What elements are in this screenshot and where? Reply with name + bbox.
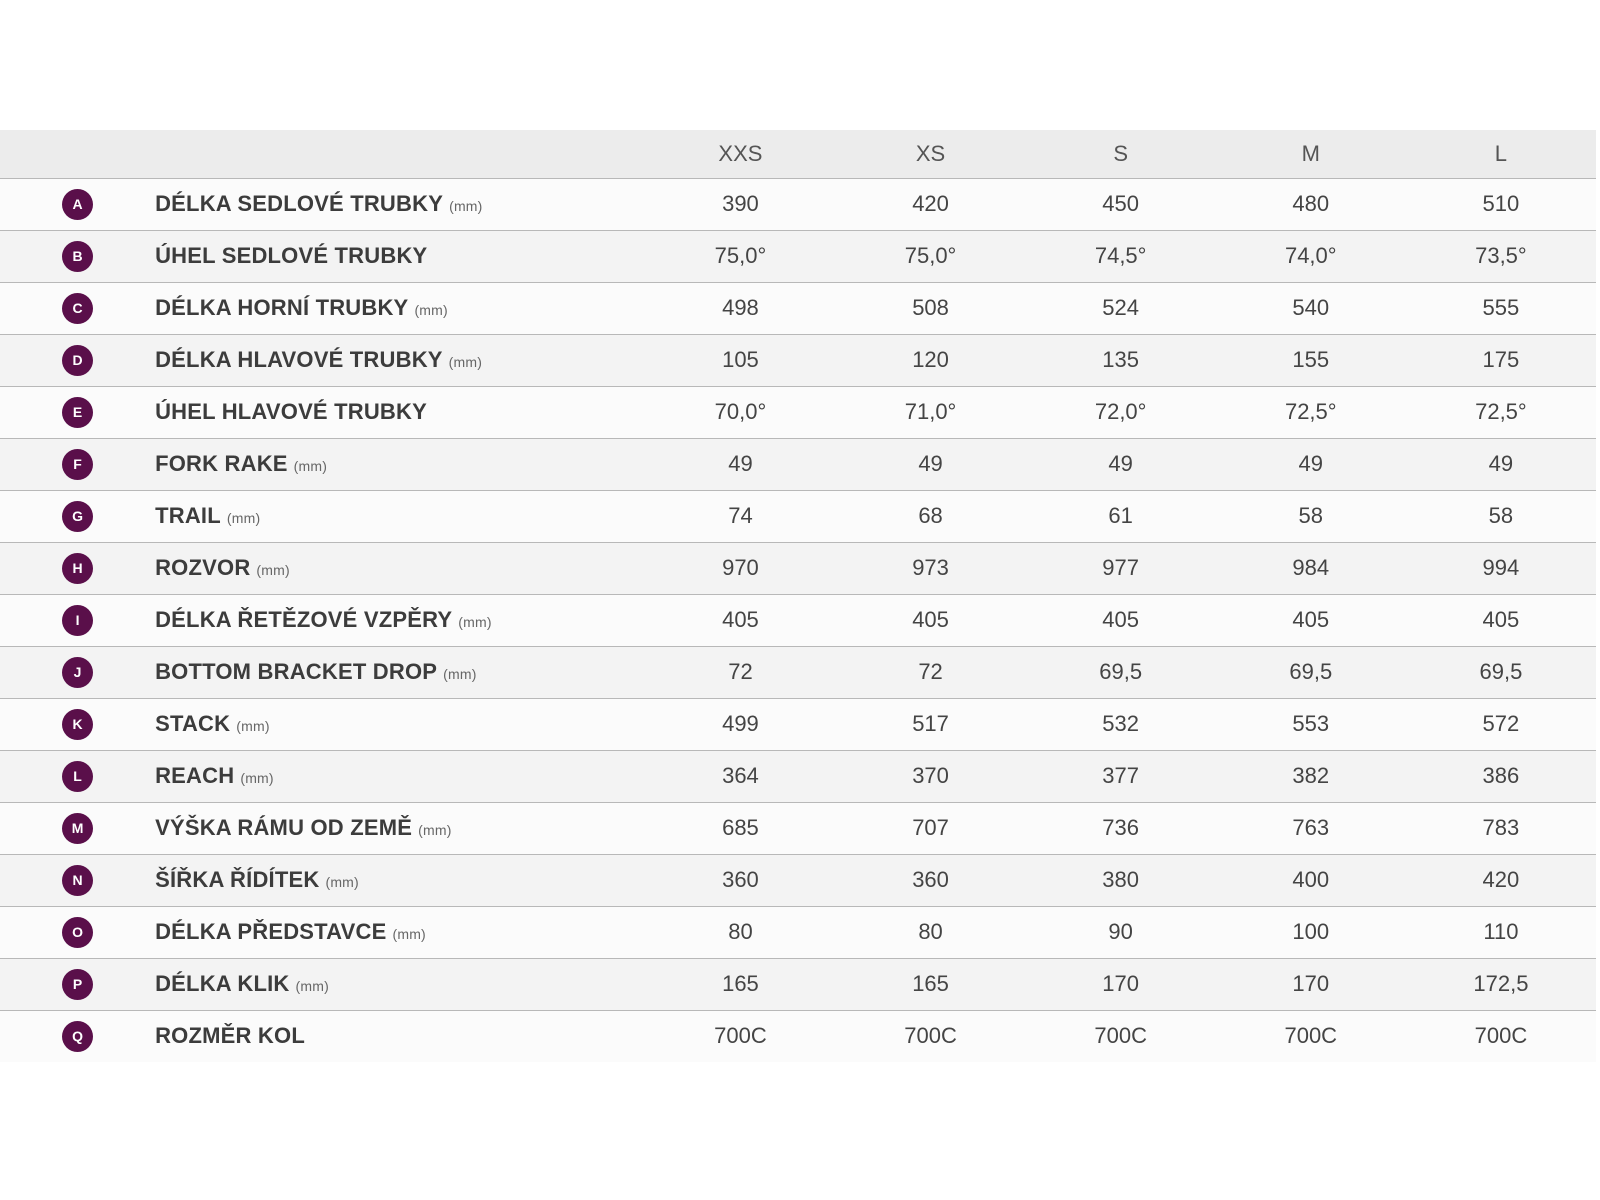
size-header-row [0,130,1596,178]
measurement-unit: (mm) [449,198,483,214]
badge-cell [0,802,155,854]
value-cell-l: 73,5° [1406,230,1596,282]
value-cell-xs: 508 [836,282,1026,334]
badge-cell [0,1010,155,1062]
measurement-letter-badge: M [62,813,93,844]
measurement-unit: (mm) [240,770,274,786]
value-cell-xs: 405 [836,594,1026,646]
value-cell-xs: 707 [836,802,1026,854]
value-cell-l: 555 [1406,282,1596,334]
value-cell-s: 69,5 [1026,646,1216,698]
table-row [0,1010,1596,1062]
value-cell-xxs: 105 [645,334,835,386]
badge-cell [0,854,155,906]
badge-cell [0,230,155,282]
value-cell-m: 100 [1216,906,1406,958]
measurement-unit: (mm) [293,458,328,474]
value-cell-s: 49 [1026,438,1216,490]
value-cell-s: 450 [1026,178,1216,230]
value-cell-xs: 75,0° [836,230,1026,282]
measurement-label-cell [155,698,645,750]
value-cell-l: 994 [1406,542,1596,594]
measurement-label-cell [155,386,645,438]
measurement-label: DÉLKA KLIK [155,971,290,996]
value-cell-xs: 165 [836,958,1026,1010]
badge-cell [0,698,155,750]
geometry-table-body [0,178,1596,1062]
measurement-letter-badge: L [62,761,93,792]
measurement-label-cell [155,646,645,698]
value-cell-m: 540 [1216,282,1406,334]
measurement-letter-badge: H [62,553,93,584]
measurement-letter-badge: P [62,969,93,1000]
measurement-label: DÉLKA PŘEDSTAVCE [155,919,387,944]
value-cell-xxs: 498 [645,282,835,334]
value-cell-s: 135 [1026,334,1216,386]
header-blank-badge [0,130,155,178]
measurement-label-cell [155,178,645,230]
value-cell-l: 69,5 [1406,646,1596,698]
value-cell-l: 175 [1406,334,1596,386]
value-cell-l: 386 [1406,750,1596,802]
value-cell-m: 480 [1216,178,1406,230]
table-row [0,854,1596,906]
badge-cell [0,386,155,438]
badge-cell [0,646,155,698]
measurement-letter-badge: C [62,293,93,324]
value-cell-m: 763 [1216,802,1406,854]
measurement-letter-badge: I [62,605,93,636]
measurement-label-cell [155,750,645,802]
value-cell-s: 170 [1026,958,1216,1010]
value-cell-xs: 370 [836,750,1026,802]
measurement-label-cell [155,958,645,1010]
table-row [0,282,1596,334]
value-cell-xxs: 499 [645,698,835,750]
value-cell-m: 400 [1216,854,1406,906]
measurement-label: BOTTOM BRACKET DROP [155,659,438,684]
measurement-label: ÚHEL SEDLOVÉ TRUBKY [155,243,428,268]
value-cell-l: 49 [1406,438,1596,490]
size-header-xs: XS [836,130,1026,178]
measurement-unit: (mm) [448,354,483,370]
value-cell-xs: 71,0° [836,386,1026,438]
value-cell-m: 984 [1216,542,1406,594]
value-cell-xxs: 165 [645,958,835,1010]
value-cell-l: 405 [1406,594,1596,646]
value-cell-s: 700C [1094,1023,1147,1049]
value-cell-xs: 517 [836,698,1026,750]
value-cell-m: 69,5 [1216,646,1406,698]
measurement-unit: (mm) [443,666,477,682]
value-cell-xs: 80 [836,906,1026,958]
value-cell-s: 74,5° [1026,230,1216,282]
value-cell-xs: 973 [836,542,1026,594]
measurement-letter-badge: K [62,709,93,740]
value-cell-m: 382 [1216,750,1406,802]
measurement-label-cell [155,594,645,646]
measurement-label: DÉLKA HLAVOVÉ TRUBKY [155,347,443,372]
value-cell-l: 700C [1474,1023,1528,1049]
value-cell-xxs: 364 [645,750,835,802]
value-cell-s: 405 [1026,594,1216,646]
measurement-label: REACH [155,763,235,788]
value-cell-xxs: 72 [645,646,835,698]
value-cell-xxs: 390 [645,178,835,230]
table-row [0,802,1596,854]
table-row [0,646,1596,698]
value-cell-l: 172,5 [1406,958,1596,1010]
measurement-letter-badge: B [62,241,93,272]
value-cell-l: 72,5° [1406,386,1596,438]
badge-cell [0,958,155,1010]
measurement-unit: (mm) [226,510,261,526]
measurement-letter-badge: E [62,397,93,428]
measurement-label-cell [155,490,645,542]
value-cell-l: 510 [1406,178,1596,230]
measurement-letter-badge: A [62,189,93,220]
badge-cell [0,334,155,386]
value-cell-m: 58 [1216,490,1406,542]
value-cell-m: 700C [1284,1023,1338,1049]
value-cell-xxs: 70,0° [645,386,835,438]
value-cell-xs: 420 [836,178,1026,230]
measurement-unit: (mm) [325,874,359,890]
value-cell-m: 553 [1216,698,1406,750]
value-cell-s: 90 [1026,906,1216,958]
value-cell-m: 405 [1216,594,1406,646]
table-row [0,906,1596,958]
measurement-unit: (mm) [414,302,448,318]
table-row [0,386,1596,438]
measurement-letter-badge: O [62,917,93,948]
value-cell-m: 155 [1216,334,1406,386]
badge-cell [0,282,155,334]
measurement-unit: (mm) [236,718,270,734]
value-cell-xxs: 970 [645,542,835,594]
measurement-unit: (mm) [295,978,329,994]
badge-cell [0,906,155,958]
value-cell-xs: 49 [836,438,1026,490]
header-blank-label [155,130,645,178]
size-header-xxs: XXS [645,130,835,178]
table-row [0,490,1596,542]
measurement-letter-badge: G [62,501,93,532]
value-cell-xs: 360 [836,854,1026,906]
value-cell-xs: 72 [836,646,1026,698]
value-cell-l: 572 [1406,698,1596,750]
table-row [0,958,1596,1010]
measurement-label: ÚHEL HLAVOVÉ TRUBKY [155,399,427,424]
badge-cell [0,750,155,802]
measurement-label-cell [155,1010,645,1062]
value-cell-xxs: 700C [714,1023,767,1049]
measurement-letter-badge: N [62,865,93,896]
value-cell-s: 377 [1026,750,1216,802]
value-cell-xxs: 360 [645,854,835,906]
value-cell-xxs: 405 [645,594,835,646]
size-header-m: M [1216,130,1406,178]
measurement-letter-badge: J [62,657,93,688]
badge-cell [0,542,155,594]
measurement-label-cell [155,334,645,386]
value-cell-s: 977 [1026,542,1216,594]
size-header-s: S [1026,130,1216,178]
measurement-label: ROZVOR [155,555,251,580]
table-row [0,334,1596,386]
value-cell-l: 58 [1406,490,1596,542]
table-row [0,438,1596,490]
badge-cell [0,438,155,490]
value-cell-m: 72,5° [1216,386,1406,438]
table-row [0,230,1596,282]
value-cell-l: 420 [1406,854,1596,906]
measurement-label: STACK [155,711,231,736]
value-cell-s: 736 [1026,802,1216,854]
value-cell-xs: 120 [836,334,1026,386]
value-cell-s: 524 [1026,282,1216,334]
geometry-table [0,130,1596,1062]
value-cell-xxs: 685 [645,802,835,854]
measurement-label: DÉLKA ŘETĚZOVÉ VZPĚRY [155,607,453,632]
value-cell-s: 72,0° [1026,386,1216,438]
value-cell-xxs: 75,0° [645,230,835,282]
measurement-unit: (mm) [392,926,426,942]
measurement-label-cell [155,542,645,594]
table-row [0,594,1596,646]
measurement-label: TRAIL [155,503,221,528]
measurement-letter-badge: Q [62,1021,93,1052]
table-row [0,750,1596,802]
badge-cell [0,490,155,542]
value-cell-xxs: 80 [645,906,835,958]
measurement-unit: (mm) [418,822,452,838]
value-cell-l: 783 [1406,802,1596,854]
measurement-letter-badge: D [62,345,93,376]
badge-cell [0,178,155,230]
measurement-label: ŠÍŘKA ŘÍDÍTEK [155,867,320,892]
measurement-letter-badge: F [62,449,93,480]
value-cell-m: 170 [1216,958,1406,1010]
measurement-label-cell [155,854,645,906]
measurement-label: ROZMĚR KOL [155,1023,305,1049]
table-row [0,542,1596,594]
measurement-label: DÉLKA SEDLOVÉ TRUBKY [155,191,444,216]
measurement-label-cell [155,438,645,490]
measurement-label: DÉLKA HORNÍ TRUBKY [155,295,409,320]
value-cell-s: 61 [1026,490,1216,542]
measurement-label-cell [155,906,645,958]
value-cell-l: 110 [1406,906,1596,958]
value-cell-xxs: 49 [645,438,835,490]
badge-cell [0,594,155,646]
value-cell-m: 74,0° [1216,230,1406,282]
measurement-label: FORK RAKE [155,451,288,476]
measurement-label-cell [155,282,645,334]
table-row [0,178,1596,230]
measurement-unit: (mm) [458,614,492,630]
measurement-label-cell [155,802,645,854]
measurement-label: VÝŠKA RÁMU OD ZEMĚ [155,815,413,840]
value-cell-s: 380 [1026,854,1216,906]
value-cell-xxs: 74 [645,490,835,542]
value-cell-xs: 68 [836,490,1026,542]
measurement-label-cell [155,230,645,282]
value-cell-s: 532 [1026,698,1216,750]
value-cell-m: 49 [1216,438,1406,490]
measurement-unit: (mm) [256,562,290,578]
table-row [0,698,1596,750]
value-cell-xs: 700C [904,1023,957,1049]
size-header-l: L [1406,130,1596,178]
